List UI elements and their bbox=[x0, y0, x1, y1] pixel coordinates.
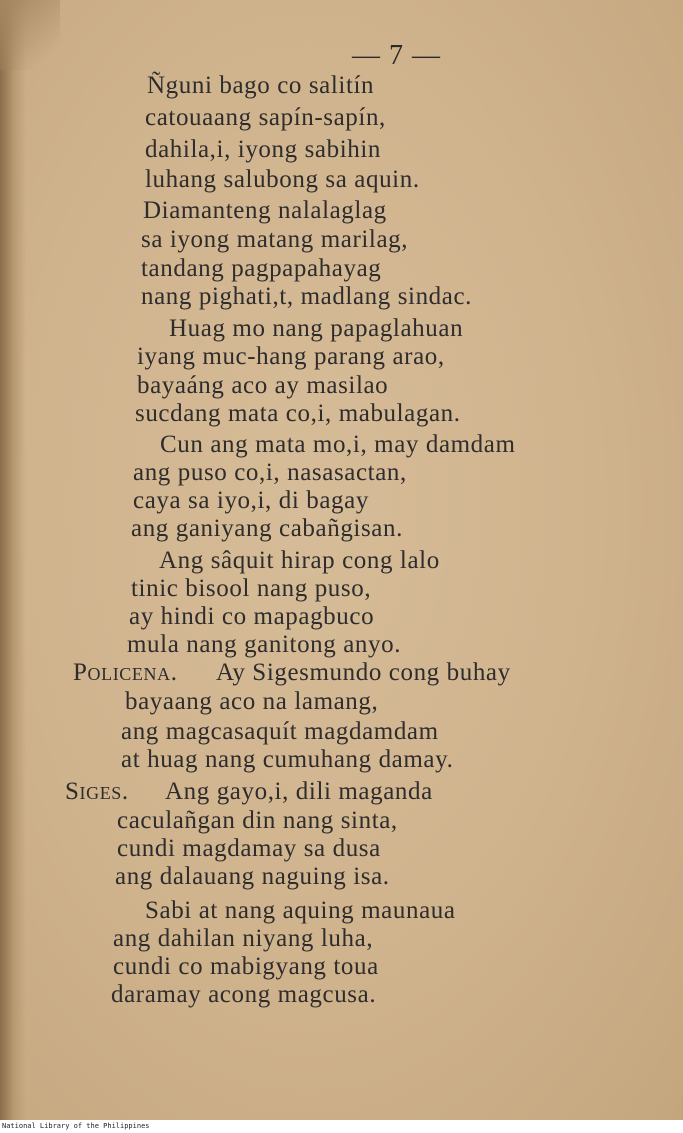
verse-line: Sabi at nang aquing maunaua bbox=[145, 897, 456, 924]
verse-line: ay hindi co mapagbuco bbox=[129, 603, 375, 630]
verse-line: iyang muc-hang parang arao, bbox=[137, 343, 445, 370]
speaker-name: Policena. bbox=[73, 659, 178, 686]
verse-line: ang ganiyang cabañgisan. bbox=[131, 515, 403, 542]
verse-line: mula nang ganitong anyo. bbox=[127, 631, 402, 658]
verse-line: cundi magdamay sa dusa bbox=[117, 835, 381, 862]
verse-line: tinic bisool nang puso, bbox=[131, 575, 372, 602]
verse-line: ang magcasaquít magdamdam bbox=[121, 718, 439, 745]
verse-line: nang pighati,t, madlang sindac. bbox=[141, 283, 473, 310]
verse-line: sucdang mata co,i, mabulagan. bbox=[135, 400, 461, 427]
verse-line: bayaáng aco ay masilao bbox=[137, 372, 389, 399]
verse-line: ang dahilan niyang luha, bbox=[113, 925, 374, 952]
verse-line: tandang pagpapahayag bbox=[141, 255, 382, 282]
verse-line: at huag nang cumuhang damay. bbox=[121, 746, 454, 773]
verse-line: cundi co mabigyang toua bbox=[113, 953, 379, 980]
page-corner-wear bbox=[0, 0, 60, 70]
verse-line: ang dalauang naguing isa. bbox=[115, 863, 390, 890]
verse-line: Ay Sigesmundo cong buhay bbox=[216, 659, 511, 686]
verse-line: daramay acong magcusa. bbox=[111, 981, 377, 1008]
verse-line: Huag mo nang papaglahuan bbox=[169, 315, 464, 342]
verse-line: caya sa iyo,i, di bagay bbox=[133, 487, 369, 514]
speaker-name: Siges. bbox=[65, 778, 129, 805]
library-credit: National Library of the Philippines bbox=[2, 1122, 150, 1130]
verse-line: ang puso co,i, nasasactan, bbox=[133, 459, 407, 486]
verse-line: luhang salubong sa aquin. bbox=[145, 166, 420, 193]
verse-line: caculañgan din nang sinta, bbox=[117, 807, 398, 834]
verse-line: bayaang aco na lamang, bbox=[125, 688, 379, 715]
page-binding-shadow bbox=[0, 0, 26, 1120]
verse-line: dahila,i, iyong sabihin bbox=[145, 136, 381, 163]
verse-line: Ñguni bago co salitín bbox=[147, 72, 375, 99]
verse-line: catouaang sapín-sapín, bbox=[145, 104, 386, 131]
verse-line: Ang sâquit hirap cong lalo bbox=[159, 547, 440, 574]
verse-line: Diamanteng nalalaglag bbox=[143, 197, 387, 224]
verse-line: sa iyong matang marilag, bbox=[141, 226, 409, 253]
verse-line: Cun ang mata mo,i, may damdam bbox=[160, 431, 516, 458]
page-number: — 7 — bbox=[352, 40, 441, 71]
verse-line: Ang gayo,i, dili maganda bbox=[165, 778, 433, 805]
